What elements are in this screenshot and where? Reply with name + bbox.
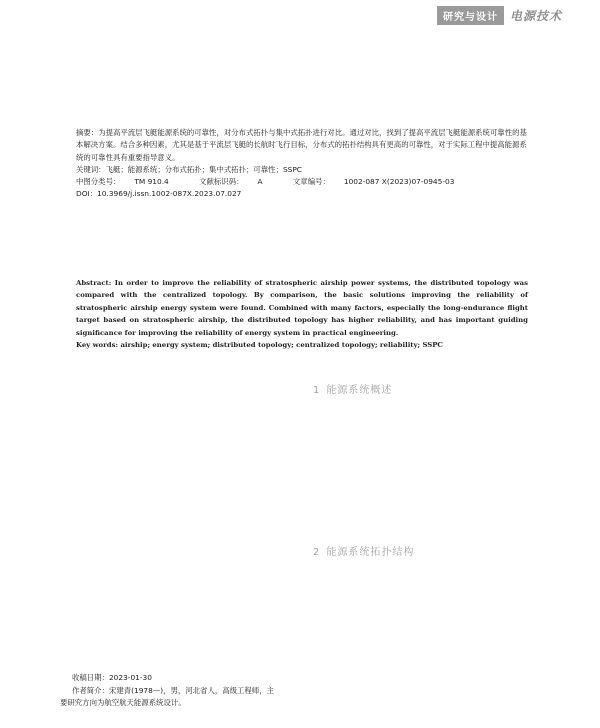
cn-abstract-label: 摘要： [76, 128, 99, 137]
doi-label: DOI： [76, 189, 98, 199]
doi-value: 10.3969/j.issn.1002-087X.2023.07.027 [97, 189, 242, 199]
received-label: 收稿日期： [72, 673, 109, 682]
cn-abstract-text: 为提高平流层飞艇能源系统的可靠性，对分布式拓扑与集中式拓扑进行对比。通过对比，找到了提高平流层飞艇能源系统可靠性的基本解决方案。结合多种因素，尤其是基于平流层飞艇的长航时飞行目标，分布式的拓扑结构具有更高的可靠性，对于实际工程中提高能源系统的可靠性具有重要指导意义。 [76, 128, 527, 162]
author-text: 宋建青(1978—)，男，河北省人，高级工程师，主 [108, 685, 274, 695]
article-number [293, 177, 469, 186]
author-label: 作者简介： [72, 685, 109, 695]
received-date [60, 672, 320, 685]
doi-line [76, 188, 528, 200]
journal-column-tag: 电源技术 [509, 9, 562, 23]
document-code [199, 177, 276, 186]
clc-value: TM 910.4 [134, 177, 169, 187]
received-value: 2023-01-30 [108, 673, 152, 682]
section-number: 2 [313, 547, 321, 558]
classification-line [76, 176, 528, 188]
article-number-label: 文章编号： [292, 177, 330, 187]
chinese-abstract [76, 127, 528, 201]
clc-number [76, 177, 183, 186]
document-code-value: A [257, 177, 263, 187]
english-abstract [76, 277, 528, 351]
en-keywords-text: airship; energy system; distributed topology; centralized topology; reliability; SSPC [120, 341, 443, 350]
page-header [437, 6, 562, 25]
cn-keywords-text: 飞艇；能源系统；分布式拓扑；集中式拓扑；可靠性；SSPC [105, 164, 302, 174]
document-code-label: 文献标识码： [199, 177, 244, 187]
en-abstract-paragraph [76, 277, 528, 339]
cn-abstract-paragraph [76, 127, 528, 164]
clc-label: 中图分类号： [76, 177, 121, 187]
footnote [60, 672, 320, 710]
en-keywords [76, 339, 528, 351]
en-keywords-label: Key words: [76, 341, 119, 350]
author-bio-continued: 要研究方向为航空航天能源系统设计。 [60, 698, 186, 708]
en-abstract-text: In order to improve the reliability of stratospheric airship power systems, the distributed topology was compared with the centralized topology. By comparison, the basic solutions improving the reliability of stratospheric airship energy system were found. Combined with many factors, especially the long-endurance flight target based on stratospheric airship, the distributed topology has higher reliability, and has important guiding significance for improving the reliability of energy system in practical engineering. [76, 279, 529, 337]
cn-keywords-label: 关键词： [76, 164, 106, 174]
section-number: 1 [313, 385, 321, 396]
author-bio [60, 685, 320, 698]
section-heading [313, 381, 392, 396]
section-heading [313, 543, 414, 558]
section-title: 能源系统拓扑结构 [326, 547, 415, 558]
cn-keywords [76, 164, 528, 176]
section-title: 能源系统概述 [326, 385, 393, 396]
article-number-value: 1002-087 X(2023)07-0945-03 [343, 177, 455, 187]
en-abstract-label: Abstract: [76, 279, 112, 287]
section-tag: 研究与设计 [437, 6, 504, 25]
